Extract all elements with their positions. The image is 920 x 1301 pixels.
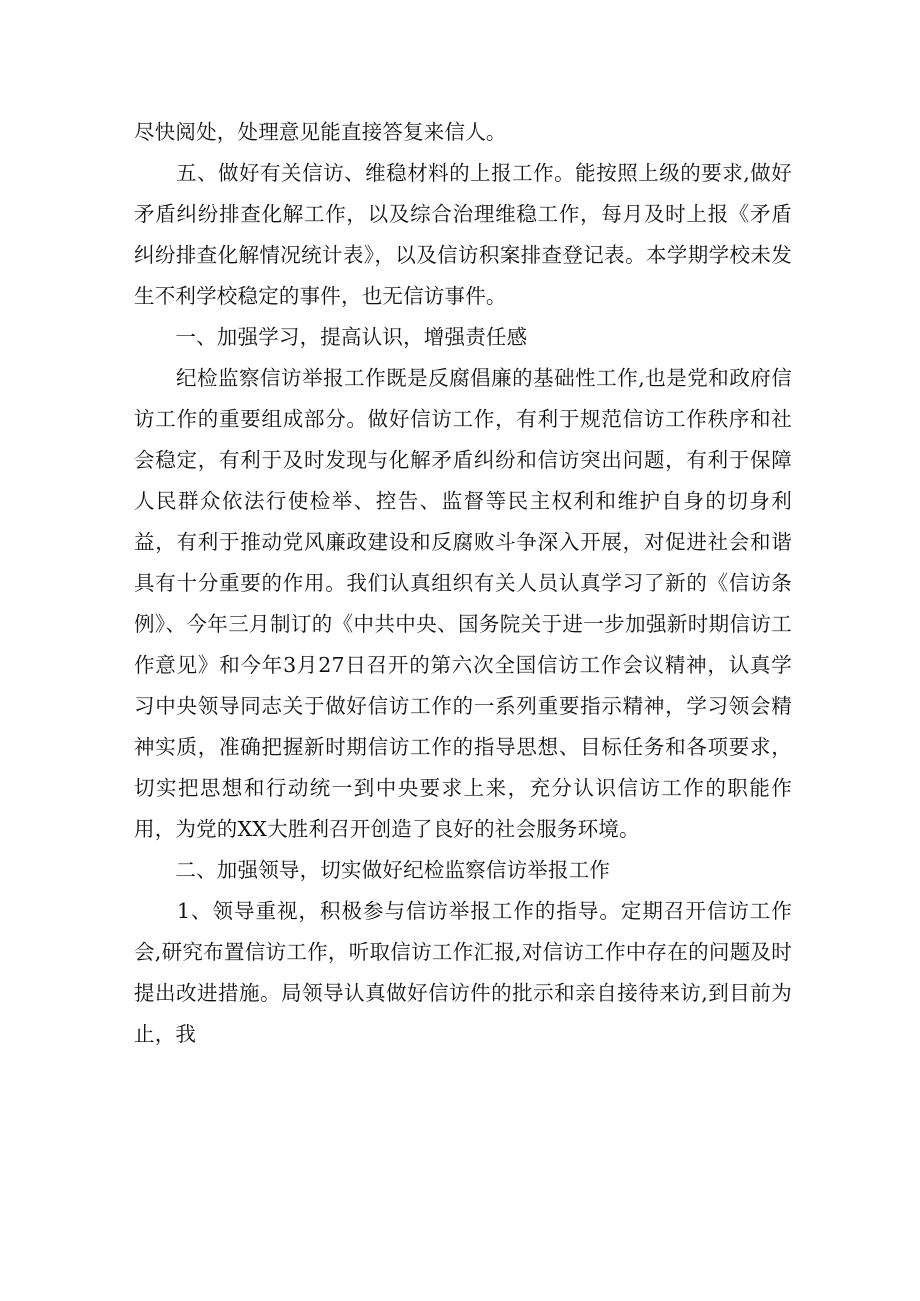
paragraph-continuation: 尽快阅处，处理意见能直接答复来信人。 — [134, 120, 507, 144]
heading-section-one: 一、加强学习，提高认识，增强责任感 — [134, 325, 528, 349]
paragraph-section-two-item-one: 1、领导重视，积极参与信访举报工作的指导。定期召开信访工作会,研究布置信访工作，听取信访工作汇报,对信访工作中存在的问题及时提出改进措施。局领导认真做好信访件的批示和亲自接待来访,到目前为止，我 — [134, 899, 792, 1046]
document-body — [134, 112, 792, 1055]
heading-section-two: 二、加强领导，切实做好纪检监察信访举报工作 — [134, 858, 611, 882]
paragraph-section-five: 五、做好有关信访、维稳材料的上报工作。能按照上级的要求,做好矛盾纠纷排查化解工作，以及综合治理维稳工作，每月及时上报《矛盾纠纷排查化解情况统计表》，以及信访积案排查登记表。本学期学校未发生不利学校稳定的事件，也无信访事件。 — [134, 161, 792, 308]
paragraph-section-one-body: 纪检监察信访举报工作既是反腐倡廉的基础性工作,也是党和政府信访工作的重要组成部分。做好信访工作，有利于规范信访工作秩序和社会稳定，有利于及时发现与化解矛盾纠纷和信访突出问题，有利于保障人民群众依法行使检举、控告、监督等民主权利和维护自身的切身利益，有利于推动党风廉政建设和反腐败斗争深入开展，对促进社会和谐具有十分重要的作用。我们认真组织有关人员认真学习了新的《信访条例》、今年三月制订的《中共中央、国务院关于进一步加强新时期信访工作意见》和今年3月27日召开的第六次全国信访工作会议精神，认真学习中央领导同志关于做好信访工作的一系列重要指示精神，学习领会精神实质，准确把握新时期信访工作的指导思想、目标任务和各项要求，切实把思想和行动统一到中央要求上来，充分认识信访工作的职能作用，为党的XX大胜利召开创造了良好的社会服务环境。 — [134, 366, 792, 841]
